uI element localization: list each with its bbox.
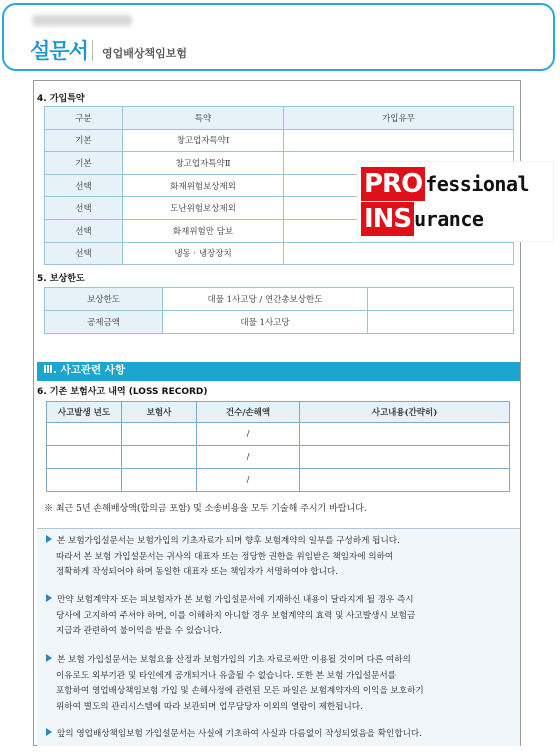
notice-line: 지급과 관련하여 불이익을 받을 수 있습니다.	[56, 626, 222, 636]
loss-record-note: ※ 최근 5년 손해배상액(합의금 포함) 및 소송비용을 모두 기술해 주시기 바랍니다.	[44, 504, 367, 514]
table-row	[47, 469, 510, 492]
rider-name: 창고업자특약Ⅰ	[123, 129, 284, 152]
table-row	[47, 423, 510, 446]
loss-table-header	[47, 402, 510, 423]
col-enrolled: 가입유무	[284, 107, 514, 130]
notice-line: 만약 보험계약자 또는 피보험자가 본 보험 가입설문서에 기재하신 내용이 달라지게 될 경우 즉시	[57, 595, 414, 605]
notice-line: 당사에 고지하여 주셔야 하며, 이를 이해하지 아니할 경우 보험계약의 효력 및 사고발생시 보험금	[56, 610, 416, 621]
rider-name: 창고업자특약Ⅱ	[123, 152, 284, 175]
arrow-bullet-icon	[46, 594, 52, 602]
logo-text-fessional: fessional	[425, 172, 530, 196]
section3-divider	[37, 379, 520, 381]
coverage-limit-table	[44, 287, 514, 334]
notice-paragraph	[46, 727, 518, 743]
loss-content-cell[interactable]	[300, 469, 510, 492]
loss-insurer-cell[interactable]	[122, 446, 197, 469]
table-row	[47, 446, 510, 469]
rider-table-header	[45, 107, 514, 130]
notice-line: 위하여 별도의 관리시스템에 따라 보관되며 업무담당자 이외의 열람이 제한됩니다.	[56, 701, 363, 712]
notice-paragraph	[46, 593, 518, 640]
table-row	[45, 311, 514, 334]
notice-paragraph	[46, 653, 518, 715]
table-row	[45, 129, 514, 152]
arrow-bullet-icon	[46, 535, 52, 543]
section4-heading: 4. 가입특약	[37, 94, 85, 104]
arrow-bullet-icon	[46, 728, 52, 736]
notice-line: 이유로도 외부기관 및 타인에게 공개되거나 유출될 수 없습니다. 또한 본 보험 가입설문서를	[56, 670, 396, 681]
limit-value: 대물 1사고당 / 연간총보상한도	[163, 288, 368, 311]
notice-line: 포함하여 영업배상책임보험 가입 및 손해사정에 관련된 모든 파일은 보험계약자의 이익을 보호하기	[56, 686, 424, 696]
header-divider	[92, 40, 93, 61]
deductible-input-cell[interactable]	[368, 311, 514, 334]
notice-line: 본 보험가입설문서는 보험가입의 기초자료가 되며 향후 보험계약의 일부를 구성하게 됩니다.	[57, 536, 400, 546]
loss-year-cell[interactable]	[47, 423, 122, 446]
page-title: 설문서	[30, 39, 88, 63]
arrow-bullet-icon	[46, 654, 52, 662]
loss-content-cell[interactable]	[300, 423, 510, 446]
table-row	[45, 242, 514, 265]
notice-line: 따라서 본 보험 가입설문서는 귀사의 대표자 또는 정당한 권한을 위임받은 책임자에 의하여	[56, 551, 394, 562]
rider-type: 선택	[45, 174, 123, 197]
rider-type: 선택	[45, 242, 123, 265]
notice-line: 앞의 영업배상책임보험 가입설문서는 사실에 기초하여 사실과 다름없이 작성되었음을 확인합니다.	[57, 729, 422, 739]
logo-text-urance: urance	[414, 207, 484, 231]
deductible-value: 대물 1사고당	[163, 311, 368, 334]
col-count-loss: 건수/손해액	[197, 402, 300, 423]
logo-box-ins: INS	[361, 202, 414, 236]
rider-type: 기본	[45, 152, 123, 175]
loss-insurer-cell[interactable]	[122, 423, 197, 446]
rider-enrolled-cell[interactable]	[284, 129, 514, 152]
col-rider: 특약	[123, 107, 284, 130]
rider-name: 화재위험만 담보	[123, 219, 284, 242]
section3-band: Ⅲ. 사고관련 사항	[37, 362, 520, 379]
loss-record-table	[46, 401, 510, 492]
loss-count-cell[interactable]: /	[197, 446, 300, 469]
col-year: 사고발생 년도	[47, 402, 122, 423]
col-insurer: 보험사	[122, 402, 197, 423]
rider-type: 선택	[45, 197, 123, 220]
notice-line: 정확하게 작성되어야 하며 동일한 대표자 또는 책임자가 서명하여야 합니다.	[56, 567, 338, 577]
logo-line-1	[361, 167, 529, 201]
rider-type: 기본	[45, 129, 123, 152]
section6-heading: 6. 기존 보험사고 내역 (LOSS RECORD)	[37, 387, 208, 397]
limit-label: 보상한도	[45, 288, 163, 311]
deductible-label: 공제금액	[45, 311, 163, 334]
logo-box-pro: PRO	[361, 167, 425, 201]
rider-type: 선택	[45, 219, 123, 242]
loss-insurer-cell[interactable]	[122, 469, 197, 492]
notice-paragraph	[46, 534, 518, 581]
blurred-label	[32, 15, 132, 26]
loss-count-cell[interactable]: /	[197, 423, 300, 446]
logo-line-2	[361, 202, 483, 236]
loss-year-cell[interactable]	[47, 469, 122, 492]
loss-year-cell[interactable]	[47, 446, 122, 469]
rider-enrolled-cell[interactable]	[284, 242, 514, 265]
loss-content-cell[interactable]	[300, 446, 510, 469]
professional-insurance-logo	[358, 162, 553, 241]
col-category: 구분	[45, 107, 123, 130]
rider-name: 화재위험보상제외	[123, 174, 284, 197]
rider-name: 냉동 · 냉장장치	[123, 242, 284, 265]
col-content: 사고내용(간략히)	[300, 402, 510, 423]
notice-line: 본 보험 가입설문서는 보험요율 산정과 보험가입의 기초 자료로써만 이용될 것이며 다른 여하의	[57, 655, 411, 665]
page-header	[2, 3, 555, 71]
rider-name: 도난위험보상제외	[123, 197, 284, 220]
table-row	[45, 288, 514, 311]
page-subtitle: 영업배상책임보험	[102, 47, 188, 60]
limit-input-cell[interactable]	[368, 288, 514, 311]
loss-count-cell[interactable]: /	[197, 469, 300, 492]
section5-heading: 5. 보상한도	[37, 274, 85, 284]
